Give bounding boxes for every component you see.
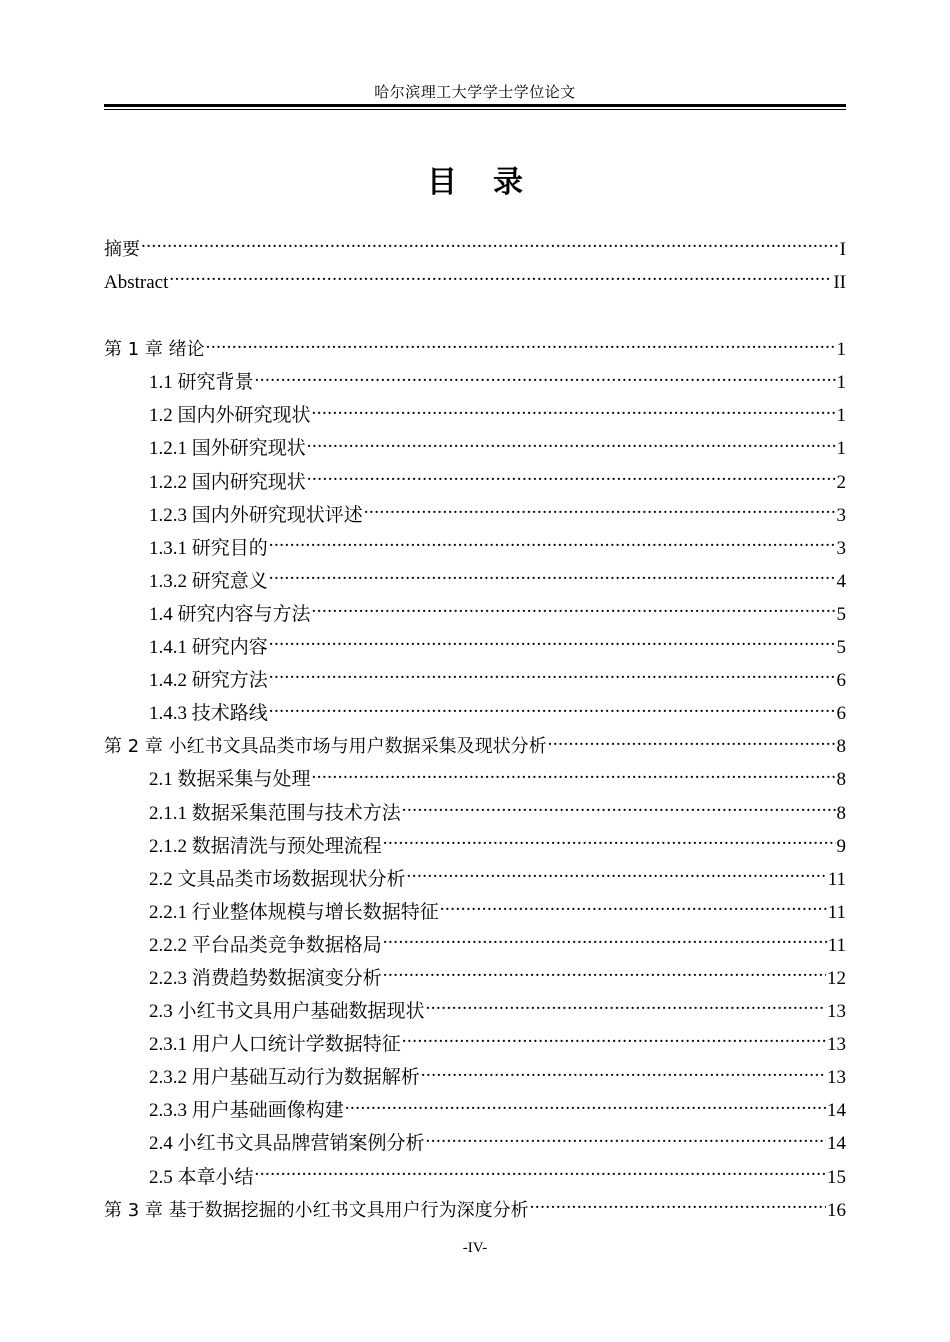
dot-leader [402,1031,826,1050]
dot-leader [269,667,836,686]
toc-entry[interactable] [104,598,846,631]
dot-leader [312,402,836,421]
toc-entry-page: 3 [836,537,846,559]
toc-entry-label: 2.1 数据采集与处理 [149,769,311,791]
toc-entry-label: 2.1.1 数据采集范围与技术方法 [149,802,401,824]
toc-entry-label: 1.2.1 国外研究现状 [149,438,306,460]
toc-entry-label: 2.2.2 平台品类竞争数据格局 [149,934,382,956]
dot-leader [345,1097,826,1116]
dot-leader [426,1130,826,1149]
toc-entry-page: 13 [827,1067,846,1089]
toc-entry-page: 6 [836,703,846,725]
running-header: 哈尔滨理工大学学士学位论文 [374,85,576,101]
toc-title: 目录 [427,165,559,200]
toc-entry-label: 1.2 国内外研究现状 [149,405,311,427]
toc-entry-page: 5 [836,603,846,625]
toc-entry-page: 15 [827,1166,846,1188]
toc-entry[interactable] [104,432,846,465]
toc-entry-page: 9 [836,835,846,857]
toc-entry-page: 4 [836,570,846,592]
toc-entry[interactable] [104,863,846,896]
toc-entry-page: 14 [827,1133,846,1155]
dot-leader [255,1164,826,1183]
toc-entry-page: 12 [827,967,846,989]
toc-entry[interactable] [104,466,846,499]
toc-entry-page: 11 [827,868,846,890]
toc-entry-page: 1 [836,372,846,394]
toc-entry-label: 2.3.1 用户人口统计学数据特征 [149,1034,401,1056]
toc-entry-page: 14 [827,1100,846,1122]
dot-leader [383,932,827,951]
dot-leader [383,833,836,852]
dot-leader [402,800,836,819]
toc-entry-page: I [839,239,846,260]
toc-entry[interactable] [104,797,846,830]
toc-entry-label: 1.4.3 技术路线 [149,703,268,725]
header-rule-thick [104,104,846,107]
toc-entry[interactable] [104,1094,846,1127]
toc-entry-label: 2.1.2 数据清洗与预处理流程 [149,835,382,857]
dot-leader [421,1064,826,1083]
toc-entry-label: 2.5 本章小结 [149,1166,254,1188]
dot-leader [440,899,827,918]
toc-entry-label: 1.3.2 研究意义 [149,570,268,592]
toc-entry-label: 2.2.3 消费趋势数据演变分析 [149,967,382,989]
toc-entry-label: 2.3.3 用户基础画像构建 [149,1100,344,1122]
toc-entry-page: 1 [836,339,846,361]
toc-entry[interactable] [104,1028,846,1061]
toc-entry-label: 1.4.1 研究内容 [149,637,268,659]
toc-entry-label: 第 1 章 绪论 [104,339,205,361]
toc-entry-label: 1.4.2 研究方法 [149,670,268,692]
toc-entry[interactable] [104,366,846,399]
dot-leader [312,601,836,620]
toc-entry-label: 2.2 文具品类市场数据现状分析 [149,868,406,890]
dot-leader [255,369,836,388]
toc-entry-page: 5 [836,637,846,659]
toc-entry-label: 2.2.1 行业整体规模与增长数据特征 [149,901,439,923]
toc-gap [104,299,846,333]
toc-entry-page: 3 [836,504,846,526]
toc-entry[interactable] [104,830,846,863]
toc-entry-page: 13 [827,1034,846,1056]
dot-leader [407,866,827,885]
toc-entry[interactable] [104,333,846,366]
dot-leader [206,336,836,355]
header-rule-thin [104,109,846,110]
toc-entry[interactable] [104,962,846,995]
toc-entry[interactable] [104,929,846,962]
toc-entry[interactable] [104,233,846,266]
toc-entry-label: 1.1 研究背景 [149,372,254,394]
dot-leader [307,435,836,454]
toc-entry-label: 1.4 研究内容与方法 [149,603,311,625]
dot-leader [269,568,836,587]
toc-entry[interactable] [104,266,846,299]
dot-leader [530,1197,826,1216]
toc-entry-label: 2.3 小红书文具用户基础数据现状 [149,1001,425,1023]
dot-leader [141,236,839,255]
toc-entry-page: 11 [827,901,846,923]
toc-entry[interactable] [104,565,846,598]
dot-leader [383,965,826,984]
toc-entry[interactable] [104,631,846,664]
toc-entry-label: Abstract [104,272,169,294]
toc-entry-page: 11 [827,934,846,956]
toc-entry[interactable] [104,1127,846,1160]
dot-leader [426,998,826,1017]
toc-entry-page: II [833,272,846,294]
dot-leader [548,733,836,752]
toc-entry[interactable] [104,399,846,432]
toc-entry[interactable] [104,532,846,565]
toc-entry-label: 1.2.2 国内研究现状 [149,471,306,493]
toc-entry-label: 1.2.3 国内外研究现状评述 [149,504,363,526]
table-of-contents [104,233,846,1227]
toc-entry[interactable] [104,1194,846,1227]
dot-leader [269,535,836,554]
dot-leader [364,502,836,521]
chapter-list [104,333,846,1227]
page-number: -IV- [462,1240,488,1256]
dot-leader [269,634,836,653]
toc-entry-page: 8 [836,802,846,824]
toc-entry-label: 第 3 章 基于数据挖掘的小红书文具用户行为深度分析 [104,1199,529,1221]
toc-entry-label: 2.4 小红书文具品牌营销案例分析 [149,1133,425,1155]
front-matter-list [104,233,846,299]
toc-entry[interactable] [104,896,846,929]
toc-entry[interactable] [104,499,846,532]
toc-entry[interactable] [104,763,846,796]
toc-entry-page: 13 [827,1001,846,1023]
toc-entry-page: 1 [836,405,846,427]
toc-entry-page: 8 [836,769,846,791]
toc-entry-label: 第 2 章 小红书文具品类市场与用户数据采集及现状分析 [104,736,547,758]
toc-entry-page: 6 [836,670,846,692]
toc-entry[interactable] [104,730,846,763]
dot-leader [169,269,832,288]
toc-entry-page: 8 [836,736,846,758]
dot-leader [307,469,836,488]
toc-entry-page: 1 [836,438,846,460]
toc-entry[interactable] [104,1161,846,1194]
toc-entry[interactable] [104,697,846,730]
toc-entry-label: 2.3.2 用户基础互动行为数据解析 [149,1067,420,1089]
dot-leader [312,766,836,785]
toc-entry-page: 2 [836,471,846,493]
toc-entry-page: 16 [827,1199,846,1221]
toc-entry[interactable] [104,1061,846,1094]
toc-entry[interactable] [104,664,846,697]
dot-leader [269,700,836,719]
toc-entry-label: 1.3.1 研究目的 [149,537,268,559]
toc-entry[interactable] [104,995,846,1028]
toc-entry-label: 摘要 [104,239,140,260]
